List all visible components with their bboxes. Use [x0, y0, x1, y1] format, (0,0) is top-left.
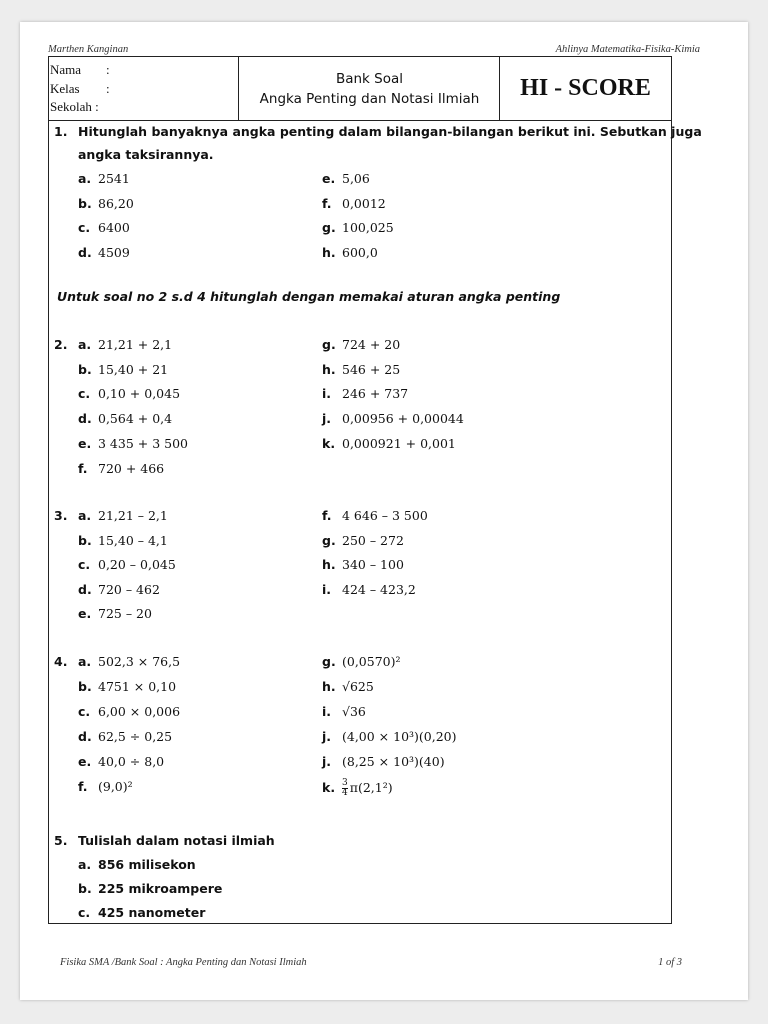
- item-label: g.: [322, 337, 336, 352]
- item-value: 21,21 + 2,1: [98, 337, 173, 352]
- item-label: g.: [322, 220, 336, 235]
- q4-item-right-0: [322, 654, 401, 669]
- q5-item-0: [78, 857, 196, 872]
- q2-item-right-2: [322, 386, 408, 401]
- item-label: f.: [322, 195, 332, 211]
- header-tagline: Ahlinya Matematika-Fisika-Kimia: [555, 44, 700, 55]
- item-label: h.: [322, 361, 336, 377]
- q2-item-left-5: [78, 461, 164, 476]
- student-id-box: Nama : Kelas : Sekolah :: [49, 57, 239, 120]
- q1-text-line-2: angka taksirannya.: [78, 147, 214, 162]
- item-value: 424 – 423,2: [342, 581, 416, 597]
- fraction-numerator: 3: [342, 778, 348, 788]
- item-value: (0,0570)²: [342, 654, 401, 669]
- item-label: j.: [322, 411, 332, 427]
- item-value: 725 – 20: [98, 606, 152, 622]
- q3-item-left-3: [78, 582, 160, 597]
- q2-item-left-3: [78, 411, 172, 426]
- brand-logo: HI - SCORE: [520, 75, 651, 101]
- item-label: i.: [322, 581, 332, 597]
- title-line-2: Angka Penting dan Notasi Ilmiah: [259, 91, 480, 107]
- item-value: 600,0: [342, 244, 378, 260]
- item-value: 6400: [98, 220, 130, 235]
- item-value: 0,00956 + 0,00044: [342, 411, 464, 427]
- q1-item-right-1: [322, 196, 386, 211]
- item-label: d.: [78, 411, 92, 427]
- item-label: j.: [322, 754, 332, 769]
- item-value: 250 – 272: [342, 532, 404, 548]
- kelas-label: Kelas: [50, 80, 80, 96]
- item-value: 0,10 + 0,045: [98, 386, 181, 402]
- q2-item-right-4: [322, 436, 456, 451]
- q4-item-right-3: [322, 729, 457, 744]
- q3-item-right-3: [322, 582, 416, 597]
- item-value: 0,20 – 0,045: [98, 557, 176, 573]
- item-label: a.: [78, 337, 92, 352]
- q5-number: 5.: [54, 833, 68, 848]
- item-value: 0,0012: [342, 195, 386, 211]
- item-label: c.: [78, 905, 91, 920]
- item-value: 2541: [98, 171, 130, 186]
- item-value: 225 mikroampere: [98, 881, 223, 896]
- q4-item-right-1: [322, 679, 374, 694]
- item-label: g.: [322, 654, 336, 669]
- item-label: a.: [78, 654, 92, 669]
- q4-item-left-3: [78, 729, 172, 744]
- item-label: f.: [78, 779, 88, 794]
- q4-item-right-4: [322, 754, 445, 769]
- q3-item-right-2: [322, 557, 404, 572]
- title-box: [240, 57, 500, 120]
- q3-number: 3.: [54, 508, 68, 523]
- q4-item-left-0: [78, 654, 180, 669]
- q4-item-right-5: [322, 779, 393, 798]
- item-label: d.: [78, 729, 92, 744]
- q4-item-left-5: [78, 779, 133, 794]
- q1-item-right-2: [322, 220, 394, 235]
- q2-item-right-3: [322, 411, 464, 426]
- item-value: 6,00 × 0,006: [98, 704, 181, 719]
- q4-number: 4.: [54, 654, 68, 669]
- item-label: d.: [78, 581, 92, 597]
- item-value: 425 nanometer: [98, 905, 206, 920]
- q1-number: 1.: [54, 124, 68, 139]
- item-value: 0,000921 + 0,001: [342, 435, 456, 451]
- item-label: f.: [78, 460, 88, 476]
- item-label: h.: [322, 557, 336, 573]
- item-label: h.: [322, 679, 336, 694]
- q3-item-left-2: [78, 557, 176, 572]
- q1-item-left-3: [78, 245, 130, 260]
- item-label: a.: [78, 508, 92, 523]
- item-value: 724 + 20: [342, 337, 401, 352]
- q3-item-left-1: [78, 533, 168, 548]
- q2-item-left-0: [78, 337, 172, 352]
- item-label: f.: [322, 508, 332, 523]
- item-value: √625: [342, 679, 374, 694]
- item-value: π(2,1²): [349, 780, 393, 795]
- item-label: b.: [78, 881, 92, 896]
- item-label: e.: [322, 171, 336, 186]
- item-value: (4,00 × 10³)(0,20): [342, 729, 457, 744]
- footer-right: 1 of 3: [658, 957, 682, 968]
- q2-item-left-1: [78, 362, 168, 377]
- item-value: 502,3 × 76,5: [98, 654, 181, 669]
- item-label: g.: [322, 532, 336, 548]
- item-value: 4751 × 0,10: [98, 679, 177, 694]
- item-value: 720 – 462: [98, 581, 160, 597]
- item-label: b.: [78, 532, 92, 548]
- item-value: 4 646 – 3 500: [342, 508, 428, 523]
- item-value: 15,40 + 21: [98, 361, 169, 377]
- q1-item-right-3: [322, 245, 378, 260]
- item-value: 4509: [98, 244, 130, 260]
- q4-item-left-4: [78, 754, 164, 769]
- item-value: 340 – 100: [342, 557, 404, 573]
- item-value: 86,20: [98, 195, 134, 211]
- item-value: 5,06: [342, 171, 370, 186]
- item-value: 546 + 25: [342, 361, 401, 377]
- item-label: h.: [322, 244, 336, 260]
- item-label: e.: [78, 435, 92, 451]
- q4-item-left-1: [78, 679, 176, 694]
- q3-item-right-1: [322, 533, 404, 548]
- item-value: √36: [342, 704, 366, 719]
- item-value: 62,5 ÷ 0,25: [98, 729, 173, 744]
- q3-item-right-0: [322, 508, 428, 523]
- q3-item-left-4: [78, 606, 152, 621]
- q4-item-left-2: [78, 704, 180, 719]
- title-line-1: Bank Soal: [335, 71, 404, 87]
- item-value: 21,21 – 2,1: [98, 508, 168, 523]
- item-value: 100,025: [342, 220, 394, 235]
- sekolah-label: Sekolah :: [50, 99, 99, 114]
- item-label: i.: [322, 386, 332, 402]
- item-value: (9,0)²: [98, 779, 133, 794]
- item-label: b.: [78, 361, 92, 377]
- item-value: 15,40 – 4,1: [98, 532, 168, 548]
- q2-number: 2.: [54, 337, 68, 352]
- q2-item-left-4: [78, 436, 188, 451]
- nama-label: Nama: [50, 62, 82, 77]
- q1-text-line-1: Hitunglah banyaknya angka penting dalam bilangan-bilangan berikut ini. Sebutkan juga: [78, 124, 702, 139]
- item-label: b.: [78, 195, 92, 211]
- item-label: k.: [322, 435, 336, 451]
- item-value: 0,564 + 0,4: [98, 411, 173, 427]
- item-label: d.: [78, 244, 92, 260]
- item-value: 40,0 ÷ 8,0: [98, 754, 165, 769]
- instruction-text: Untuk soal no 2 s.d 4 hitunglah dengan memakai aturan angka penting: [57, 289, 561, 304]
- item-label: c.: [78, 386, 91, 402]
- item-label: e.: [78, 754, 92, 769]
- q2-item-left-2: [78, 386, 180, 401]
- worksheet-frame: [48, 56, 702, 924]
- q5-item-2: [78, 905, 205, 920]
- q5-item-1: [78, 881, 222, 896]
- item-value: 3 435 + 3 500: [98, 435, 188, 451]
- item-label: j.: [322, 729, 332, 744]
- title-block: [49, 57, 671, 121]
- q3-item-left-0: [78, 508, 168, 523]
- q1-item-left-1: [78, 196, 134, 211]
- item-label: c.: [78, 704, 91, 719]
- item-value: 720 + 466: [98, 460, 165, 476]
- q1-item-right-0: [322, 171, 370, 186]
- q1-item-left-2: [78, 220, 130, 235]
- item-label: i.: [322, 704, 332, 719]
- item-label: a.: [78, 171, 92, 186]
- q4-item-right-2: [322, 704, 366, 719]
- q1-item-left-0: [78, 171, 130, 186]
- item-label: a.: [78, 857, 92, 872]
- item-label: b.: [78, 679, 92, 694]
- item-value: 856 milisekon: [98, 857, 196, 872]
- header-author: Marthen Kanginan: [48, 44, 129, 55]
- item-label: e.: [78, 606, 92, 622]
- item-label: c.: [78, 557, 91, 573]
- item-label: k.: [322, 780, 336, 795]
- fraction-denominator: 4: [342, 788, 348, 798]
- q2-item-right-0: [322, 337, 400, 352]
- fraction: [342, 779, 348, 798]
- footer-left: Fisika SMA /Bank Soal : Angka Penting dan Notasi Ilmiah: [60, 957, 307, 968]
- item-value: (8,25 × 10³)(40): [342, 754, 445, 769]
- item-label: c.: [78, 220, 91, 235]
- q5-text: Tulislah dalam notasi ilmiah: [78, 833, 275, 848]
- item-value: 246 + 737: [342, 386, 409, 402]
- q2-item-right-1: [322, 362, 400, 377]
